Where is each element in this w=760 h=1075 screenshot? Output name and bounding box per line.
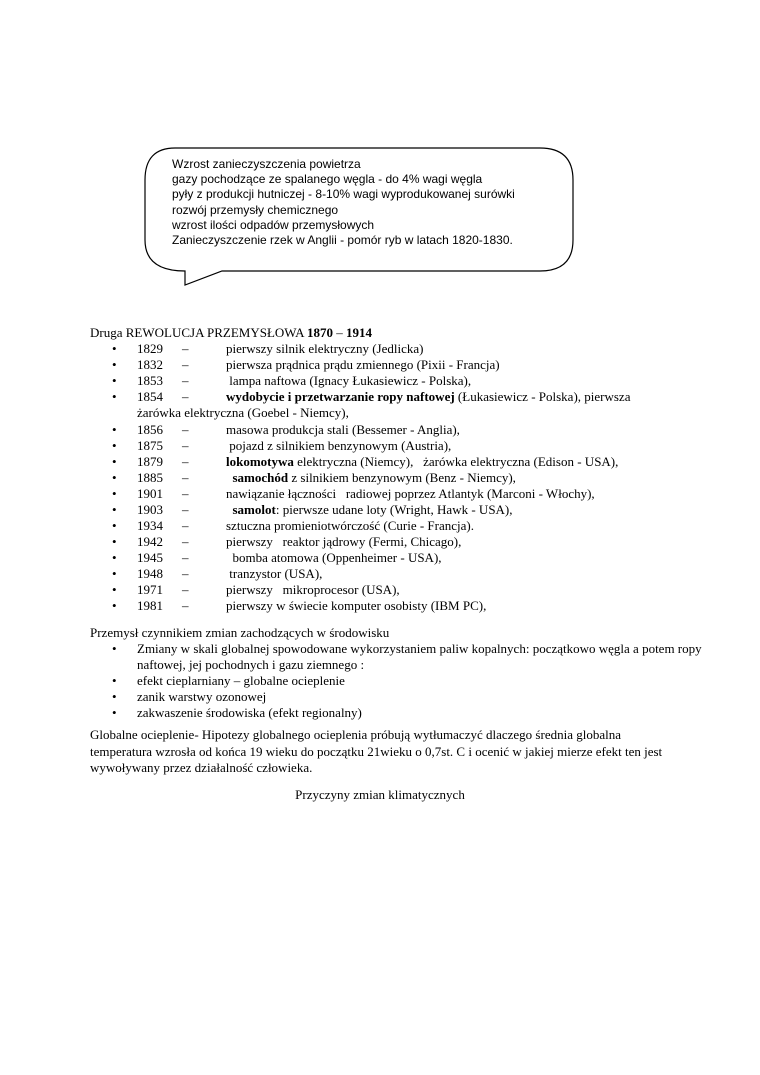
callout-line: pyły z produkcji hutniczej - 8-10% wagi wyprodukowanej surówki (172, 187, 515, 202)
heading-start-year: 1870 (307, 325, 334, 340)
timeline-description (226, 454, 618, 470)
timeline-year: 1856 (137, 422, 163, 437)
closing-heading: Przyczyny zmian klimatycznych (295, 787, 465, 802)
timeline-year: 1945 (137, 550, 163, 565)
timeline-continuation: żarówka elektryczna (Goebel - Niemcy), (137, 405, 349, 420)
heading-prefix: Druga REWOLUCJA PRZEMYSŁOWA (90, 325, 308, 340)
timeline-item (90, 357, 690, 373)
timeline-dash: – (182, 486, 189, 501)
timeline-description (226, 357, 500, 373)
list-item-text: efekt cieplarniany – globalne ocieplenie (137, 673, 345, 688)
timeline-year: 1903 (137, 502, 163, 517)
environment-title: Przemysł czynnikiem zmian zachodzących w środowisku (90, 625, 390, 640)
timeline-dash: – (182, 357, 189, 372)
bullet: • (112, 518, 117, 533)
description-bold: lokomotywa (226, 454, 294, 469)
timeline-year: 1942 (137, 534, 163, 549)
description-text: pierwsza prądnica prądu zmiennego (Pixii - Francja) (226, 357, 500, 372)
list-item (90, 641, 717, 673)
timeline-dash: – (182, 550, 189, 565)
heading-separator: – (333, 325, 347, 340)
timeline-description (226, 389, 630, 405)
timeline-dash: – (182, 582, 189, 597)
timeline-dash: – (182, 518, 189, 533)
timeline-item (90, 454, 690, 470)
bullet: • (112, 582, 117, 597)
timeline-description (226, 550, 442, 566)
timeline-description (226, 486, 595, 502)
description-text: sztuczna promieniotwórczość (Curie - Francja). (226, 518, 474, 533)
bullet: • (112, 534, 117, 549)
timeline-description (226, 470, 516, 486)
timeline-dash: – (182, 502, 189, 517)
timeline-description (226, 518, 474, 534)
description-text: pierwszy w świecie komputer osobisty (IBM PC), (226, 598, 487, 613)
heading-end-year: 1914 (346, 325, 373, 340)
bullet: • (112, 389, 117, 404)
list-item (90, 689, 717, 705)
bullet: • (112, 550, 117, 565)
timeline-year: 1901 (137, 486, 163, 501)
bullet: • (112, 357, 117, 372)
timeline-description (226, 373, 471, 389)
timeline-year: 1879 (137, 454, 163, 469)
list-item (90, 705, 717, 721)
description-text: nawiązanie łączności radiowej poprzez Atlantyk (Marconi - Włochy), (226, 486, 595, 501)
timeline-list (90, 341, 690, 614)
timeline-year: 1885 (137, 470, 163, 485)
bullet: • (112, 486, 117, 501)
description-text: bomba atomowa (Oppenheimer - USA), (226, 550, 442, 565)
timeline-description (226, 502, 513, 518)
timeline-year: 1854 (137, 389, 163, 404)
description-text: pierwszy silnik elektryczny (Jedlicka) (226, 341, 424, 356)
timeline-year: 1875 (137, 438, 163, 453)
timeline-description (226, 582, 400, 598)
callout-line: rozwój przemysły chemicznego (172, 202, 339, 217)
callout-line: Zanieczyszczenie rzek w Anglii - pomór ryb w latach 1820-1830. (172, 233, 513, 248)
timeline-description (226, 598, 486, 614)
timeline-dash: – (182, 454, 189, 469)
bullet: • (112, 438, 117, 453)
description-text: pierwszy mikroprocesor (USA), (226, 582, 400, 597)
timeline-item (90, 502, 690, 518)
description-text: masowa produkcja stali (Bessemer - Anglia), (226, 422, 460, 437)
bullet: • (112, 373, 117, 388)
timeline-dash: – (182, 341, 189, 356)
list-item-text: Zmiany w skali globalnej spowodowane wykorzystaniem paliw kopalnych: początkowo węgla a potem ropy naftowej, jej pochodnych i gazu ziemnego : (137, 641, 702, 672)
description-bold: samochód (232, 470, 289, 485)
timeline-dash: – (182, 389, 189, 404)
global-warming-paragraph: Globalne ocieplenie- Hipotezy globalnego ocieplenia próbują wytłumaczyć dlaczego średnia globalna temperatura wzrosła od końca 19 wieku do początku 21wieku o 0,7st. C i ocenić w jakiej mierze efekt ten jest wywoływany przez działalność człowieka. (90, 727, 663, 775)
timeline-item (90, 341, 690, 357)
environment-section (90, 625, 717, 721)
timeline-dash: – (182, 598, 189, 613)
timeline-description (226, 438, 451, 454)
description-text: tranzystor (USA), (226, 566, 323, 581)
timeline-description (226, 341, 423, 357)
bullet: • (112, 641, 117, 656)
timeline-description (226, 422, 460, 438)
timeline-dash: – (182, 534, 189, 549)
description-text: lampa naftowa (Ignacy Łukasiewicz - Polska), (226, 373, 472, 388)
description-text: (Łukasiewicz - Polska), pierwsza (454, 389, 631, 404)
timeline-item (90, 518, 690, 534)
bullet: • (112, 454, 117, 469)
timeline-item (90, 389, 690, 422)
bullet: • (112, 566, 117, 581)
timeline-item (90, 534, 690, 550)
timeline-year: 1934 (137, 518, 163, 533)
list-item (90, 673, 717, 689)
list-item-text: zakwaszenie środowiska (efekt regionalny) (137, 705, 362, 720)
timeline-year: 1832 (137, 357, 163, 372)
timeline-description (226, 566, 322, 582)
callout-line: Wzrost zanieczyszczenia powietrza (172, 157, 361, 171)
timeline-description (226, 534, 461, 550)
timeline-item (90, 486, 690, 502)
section-heading (90, 325, 372, 341)
timeline-item (90, 598, 690, 614)
description-text: elektryczna (Niemcy), żarówka elektryczna (Edison - USA), (293, 454, 619, 469)
timeline-dash: – (182, 566, 189, 581)
timeline-dash: – (182, 470, 189, 485)
timeline-year: 1981 (137, 598, 163, 613)
timeline-year: 1829 (137, 341, 163, 356)
timeline-item (90, 438, 690, 454)
bullet: • (112, 689, 117, 704)
timeline-item (90, 550, 690, 566)
bullet: • (112, 705, 117, 720)
description-text: z silnikiem benzynowym (Benz - Niemcy), (288, 470, 516, 485)
description-text: pierwszy reaktor jądrowy (Fermi, Chicago), (226, 534, 462, 549)
bullet: • (112, 598, 117, 613)
timeline-item (90, 470, 690, 486)
timeline-year: 1971 (137, 582, 163, 597)
timeline-item (90, 582, 690, 598)
timeline-year: 1853 (137, 373, 163, 388)
timeline-dash: – (182, 422, 189, 437)
bullet: • (112, 673, 117, 688)
callout-line: wzrost ilości odpadów przemysłowych (172, 217, 375, 232)
environment-list (90, 641, 717, 721)
timeline-dash: – (182, 373, 189, 388)
bullet: • (112, 422, 117, 437)
description-bold: wydobycie i przetwarzanie ropy naftowej (226, 389, 455, 404)
timeline-item (90, 422, 690, 438)
timeline-item (90, 566, 690, 582)
description-text: pojazd z silnikiem benzynowym (Austria), (226, 438, 452, 453)
callout-text (172, 157, 602, 248)
timeline-year: 1948 (137, 566, 163, 581)
description-text: : pierwsze udane loty (Wright, Hawk - USA), (275, 502, 513, 517)
bullet: • (112, 341, 117, 356)
description-bold: samolot (232, 502, 276, 517)
bullet: • (112, 502, 117, 517)
bullet: • (112, 470, 117, 485)
callout-line: gazy pochodzące ze spalanego węgla - do 4% wagi węgla (172, 172, 483, 187)
timeline-item (90, 373, 690, 389)
list-item-text: zanik warstwy ozonowej (137, 689, 267, 704)
timeline-dash: – (182, 438, 189, 453)
